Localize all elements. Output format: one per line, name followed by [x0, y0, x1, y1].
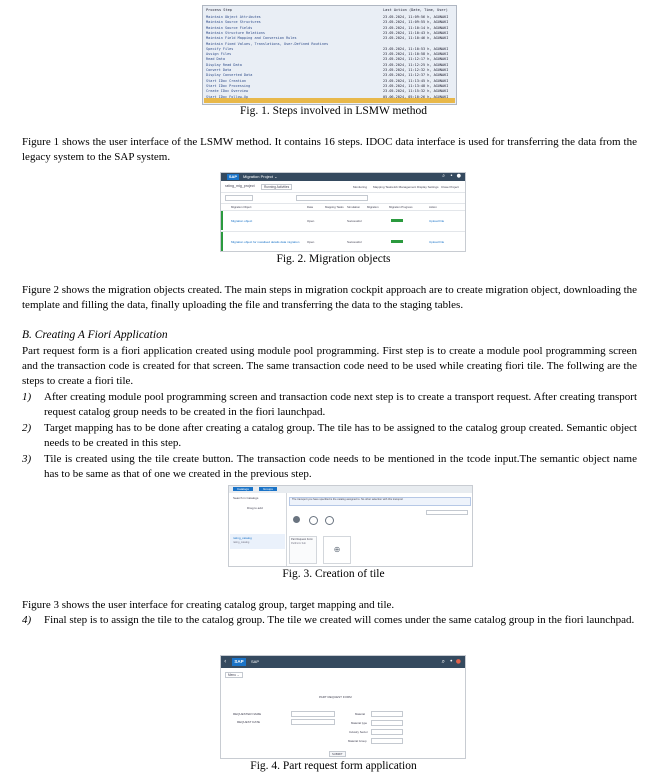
last-action-cell: 23.05.2024, 11:12:32 h, AGUNAKI: [383, 68, 449, 72]
list-text: Tile is created using the tile create button. The transaction code needs to be mentioned in the tcode input.The semantic object name has to be same as that of one we created in the previous step.: [44, 453, 637, 481]
row2-simulation: Successful: [347, 240, 362, 244]
top-link-1[interactable]: Mapping Tasks: [373, 185, 393, 189]
tile-creation-screenshot: [228, 485, 473, 567]
migration-cockpit-screenshot: [220, 172, 466, 252]
process-step-row[interactable]: Convert Data: [206, 68, 232, 72]
process-step-row[interactable]: Start IDoc Processing: [206, 83, 251, 88]
process-step-row[interactable]: Maintain Structure Relations: [206, 30, 266, 35]
add-tile-button[interactable]: ⊕: [323, 536, 351, 564]
search-icon[interactable]: ⌕: [441, 658, 445, 665]
material-group-input[interactable]: [371, 738, 403, 744]
process-step-row[interactable]: Assign Files: [206, 52, 232, 57]
divider: [221, 192, 465, 193]
table-header: Simulation: [347, 205, 361, 209]
selected-row-highlight: [204, 98, 455, 103]
app-title[interactable]: Migration Project ⌄: [243, 174, 278, 179]
industry-sector-label: Industry Sector: [349, 730, 368, 734]
lsmw-screenshot: [202, 5, 457, 105]
material-type-input[interactable]: [371, 720, 403, 726]
user-icon[interactable]: ●: [456, 173, 461, 179]
row-indicator: [221, 232, 223, 251]
process-step-row[interactable]: Display Converted Data: [206, 73, 253, 78]
list-number: 2): [22, 422, 32, 434]
request-date-label: REQUEST DATE: [237, 720, 261, 724]
fig3-caption: Fig. 3. Creation of tile: [282, 568, 385, 580]
notice-text: The transport you have specified is the catalog assigned to. No other selection with this transport: [292, 498, 404, 501]
col-last-action: Last Action (Date, Time, User): [383, 8, 448, 12]
col-process-step: Process Step: [206, 8, 232, 12]
last-action-cell: 23.05.2024, 11:15:32 h, AGUNAKI: [383, 89, 449, 94]
fig1-caption: Fig. 1. Steps involved in LSMW method: [240, 105, 427, 117]
requester-name-input[interactable]: [291, 711, 335, 717]
tile-title: Part Request Form: [291, 538, 313, 541]
app-title: SAP: [251, 659, 260, 664]
last-action-cell: 23.05.2024, 11:13:45 h, AGUNAKI: [383, 78, 449, 83]
row1-status: Open: [307, 219, 315, 223]
industry-sector-input[interactable]: [371, 729, 403, 735]
top-link-0[interactable]: Monitoring: [353, 185, 368, 189]
process-step-row[interactable]: Maintain Fixed Values, Translations, User-Defined Routines: [206, 41, 329, 46]
bell-icon[interactable]: •: [449, 658, 453, 665]
shell-bar: [221, 656, 465, 668]
top-link-3[interactable]: Display Settings: [417, 185, 439, 189]
row2-upload-link[interactable]: Upload File: [429, 240, 445, 244]
paragraph-2: Figure 2 shows the migration objects created. The main steps in migration cockpit approach are to create migration object, downloading the template and filling the data, finally uploading the file and transferring the data to the staging tables.: [22, 284, 638, 312]
project-name: rating_mig_project: [225, 184, 255, 188]
table-header: Migration: [367, 205, 379, 209]
last-action-cell: 23.05.2024, 11:09:55 h, AGUNAKI: [383, 20, 449, 25]
requester-name-label: REQUESTER NAME: [233, 712, 262, 716]
tab-groups[interactable]: Groups: [259, 487, 277, 491]
submit-button[interactable]: SUBMIT: [329, 751, 346, 757]
table-header: Data: [307, 205, 313, 209]
process-step-row[interactable]: Maintain Field Mapping and Conversion Rules: [206, 36, 297, 41]
list-text: Target mapping has to be done after creating a catalog group. The tile has to be assigned to the catalog group created. Semantic object needs to be created in this step.: [44, 422, 637, 450]
running-activities-select[interactable]: Running Activities: [261, 184, 292, 190]
process-step-row[interactable]: Create IDoc Overview: [206, 89, 249, 94]
row1-simulation: Successful: [347, 219, 362, 223]
list-number: 4): [22, 614, 32, 626]
last-action-cell: 23.05.2024, 11:12:25 h, AGUNAKI: [383, 62, 449, 67]
back-icon[interactable]: ‹: [224, 658, 227, 665]
last-action-cell: 23.05.2024, 11:09:56 h, AGUNAKI: [383, 15, 449, 19]
filter-select[interactable]: [225, 195, 253, 201]
section-heading: B. Creating A Fiori Application: [22, 329, 168, 341]
top-link-4[interactable]: Close Project: [441, 185, 459, 189]
table-header: Migration Object: [231, 205, 252, 209]
process-step-row[interactable]: Read Data: [206, 57, 225, 62]
tile-type-icon[interactable]: [325, 516, 334, 525]
row-indicator: [221, 211, 223, 230]
tab-bar: [229, 486, 472, 493]
process-step-row[interactable]: Start IDoc Follow-Up: [206, 94, 249, 99]
last-action-cell: 23.05.2024, 11:12:37 h, AGUNAKI: [383, 73, 449, 78]
divider: [221, 203, 465, 204]
sap-logo: SAP: [232, 658, 246, 666]
row2-name[interactable]: Migration object for rowalised details data migration: [231, 240, 300, 244]
table-header: Mapping Tasks: [325, 205, 344, 209]
last-action-cell: 23.05.2024, 11:10:43 h, AGUNAKI: [383, 30, 449, 35]
sap-logo: SAP: [228, 174, 238, 179]
drag-label: Drag to add: [247, 506, 263, 510]
material-input[interactable]: [371, 711, 403, 717]
material-group-label: Material Group: [348, 739, 367, 743]
process-step-row[interactable]: Maintain Source Structures: [206, 20, 261, 25]
search-icon[interactable]: ⌕: [442, 173, 445, 179]
last-action-cell: 23.05.2024, 11:10:46 h, AGUNAKI: [383, 36, 449, 41]
catalog-sub: rating_catalog: [233, 541, 250, 544]
table-header: Action: [429, 205, 437, 209]
process-step-row[interactable]: Maintain Source Fields: [206, 25, 253, 30]
material-type-label: Material type: [351, 721, 368, 725]
tile-type-icon[interactable]: [293, 516, 300, 523]
tile-subtitle: PartForm Sub: [291, 542, 306, 545]
last-action-cell: 23.05.2024, 11:10:53 h, AGUNAKI: [383, 46, 449, 51]
form-title: PART REQUEST FORM: [319, 695, 352, 699]
part-request-form-screenshot: [220, 655, 466, 759]
row2-progress-bar: [391, 240, 403, 243]
fig2-caption: Fig. 2. Migration objects: [276, 253, 391, 265]
last-action-cell: 23.05.2024, 11:10:58 h, AGUNAKI: [383, 52, 449, 57]
top-link-2[interactable]: Job Management: [393, 185, 417, 189]
shell-bar: [221, 173, 465, 181]
search-input[interactable]: [426, 510, 468, 515]
row1-progress-bar: [391, 219, 403, 222]
search-catalogs-label[interactable]: Search in Catalogs: [233, 496, 259, 500]
catalog-name[interactable]: rating_catalog: [233, 536, 252, 540]
tile-type-icon[interactable]: [309, 516, 318, 525]
list-number: 1): [22, 391, 32, 403]
list-text: Final step is to assign the tile to the catalog group. The tile we created will comes under the same catalog group in the fiori launchpad.: [44, 614, 635, 626]
list-number: 3): [22, 453, 32, 465]
last-action-cell: 23.05.2024, 11:12:17 h, AGUNAKI: [383, 57, 449, 62]
search-input[interactable]: [296, 195, 368, 201]
fig4-caption: Fig. 4. Part request form application: [250, 760, 417, 772]
row2-status: Open: [307, 240, 315, 244]
process-step-row[interactable]: Display Read Data: [206, 62, 242, 67]
bell-icon[interactable]: •: [450, 173, 453, 179]
last-action-cell: 23.05.2024, 11:10:14 h, AGUNAKI: [383, 25, 449, 30]
tab-catalogs[interactable]: Catalogs: [233, 487, 253, 491]
paragraph-4: Figure 3 shows the user interface for creating catalog group, target mapping and tile.: [22, 599, 395, 611]
menu-button[interactable]: Menu ⌄: [225, 672, 243, 678]
material-label: Material: [355, 712, 365, 716]
divider: [221, 210, 465, 211]
last-action-cell: 05.06.2024, 05:10:26 h, AGUNAKI: [383, 94, 449, 99]
last-action-cell: 23.05.2024, 11:13:48 h, AGUNAKI: [383, 83, 449, 88]
paragraph-1: Figure 1 shows the user interface of the LSMW method. It contains 16 steps. IDOC data interface is used for transferring the data from the legacy system to the SAP system.: [22, 136, 637, 164]
process-step-row[interactable]: Start IDoc Creation: [206, 78, 247, 83]
list-text: After creating module pool programming screen and transaction code next step is to create a transport request. After creating transport request catalog group needs to be created in the fiori launchpad.: [44, 391, 637, 419]
paragraph-3: Part request form is a fiori application created using module pool programming. First step is to create a module pool programming screen and the transaction code is created for that screen. The same transaction code need to be used while creating fiori tile. The follwing are the steps to create a fiori tile.: [22, 345, 637, 388]
divider: [221, 231, 465, 232]
request-date-input[interactable]: [291, 719, 335, 725]
user-icon[interactable]: ●: [455, 658, 461, 665]
row1-upload-link[interactable]: Upload File: [429, 219, 445, 223]
row1-name[interactable]: Migration object: [231, 219, 253, 223]
table-header: Migration Progress: [389, 205, 413, 209]
process-step-row[interactable]: Specify Files: [206, 46, 234, 51]
panel-divider: [286, 493, 287, 566]
process-step-row[interactable]: Maintain Object Attributes: [206, 15, 261, 19]
